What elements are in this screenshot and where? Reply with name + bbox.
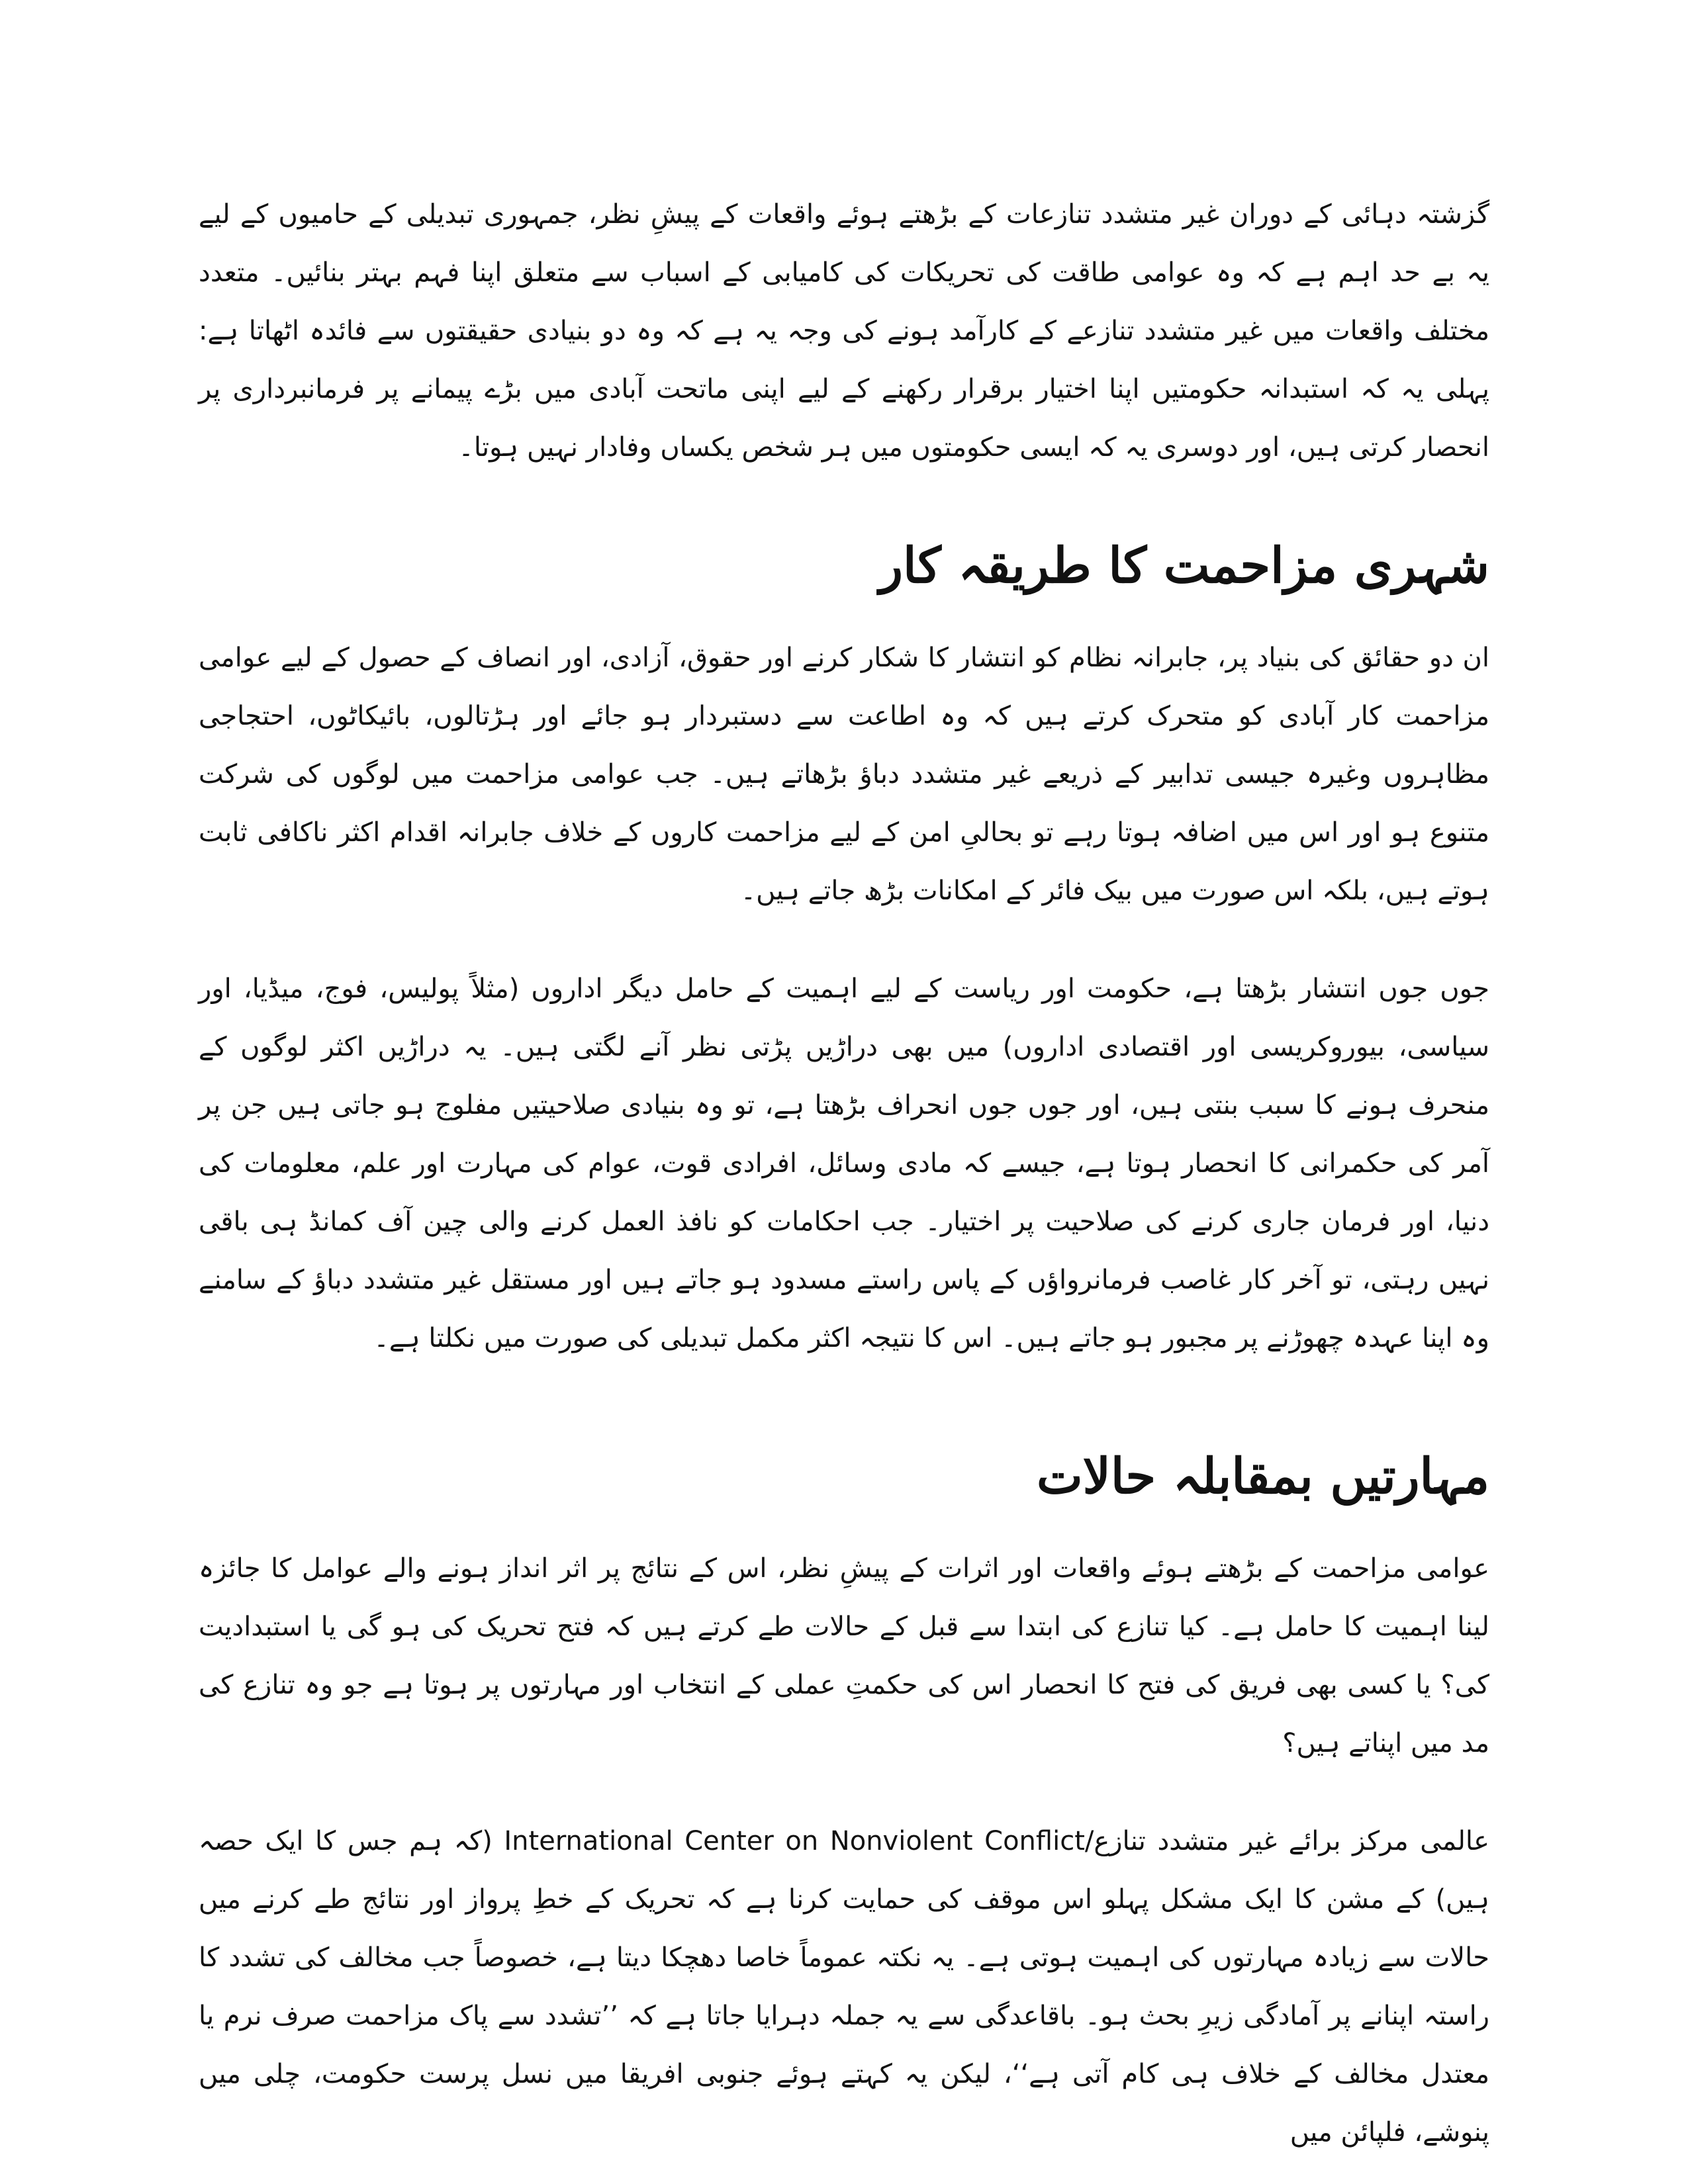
body-paragraph: عالمی مرکز برائے غیر متشدد تنازع/International Center on Nonviolent Conflict (کہ ہم جس کا ایک حصہ ہیں) کے مشن کا ایک مشکل پہلو اس موقف کی حمایت کرنا ہے کہ تحریک کے خطِ پرواز اور نتائج طے کرنے میں حالات سے زیادہ مہارتوں کی اہمیت ہوتی ہے۔ یہ نکتہ عموماً خاصا دھچکا دیتا ہے، خصوصاً جب مخالف کی تشدد کا راستہ اپنانے پر آمادگی زیرِ بحث ہو۔ باقاعدگی سے یہ جملہ دہرایا جاتا ہے کہ ’’تشدد سے پاک مزاحمت صرف نرم یا معتدل مخالف کے خلاف ہی کام آتی ہے‘‘، لیکن یہ کہتے ہوئے جنوبی افریقا میں نسل پرست حکومت، چلی میں پنوشے، فلپائن میں [199, 1826, 1489, 2148]
body-paragraph: ان دو حقائق کی بنیاد پر، جابرانہ نظام کو انتشار کا شکار کرنے اور حقوق، آزادی، اور انصاف کے حصول کے لیے عوامی مزاحمت کار آبادی کو متحرک کرتے ہیں کہ وہ اطاعت سے دستبردار ہو جائے اور ہڑتالوں، بائیکاٹوں، احتجاجی مظاہروں وغیرہ جیسی تدابیر کے ذریعے غیر متشدد دباؤ بڑھاتے ہیں۔ جب عوامی مزاحمت میں لوگوں کی شرکت متنوع ہو اور اس میں اضافہ ہوتا رہے تو بحالیِ امن کے لیے مزاحمت کاروں کے خلاف جابرانہ اقدام اکثر ناکافی ثابت ہوتے ہیں، بلکہ اس صورت میں بیک فائر کے امکانات بڑھ جاتے ہیں۔ [199, 643, 1489, 906]
section-heading-skills-vs-conditions: مہارتیں بمقابلہ حالات [1036, 1448, 1489, 1505]
body-paragraph: عوامی مزاحمت کے بڑھتے ہوئے واقعات اور اثرات کے پیشِ نظر، اس کے نتائج پر اثر انداز ہونے والے عوامل کا جائزہ لینا اہمیت کا حامل ہے۔ کیا تنازع کی ابتدا سے قبل کے حالات طے کرتے ہیں کہ فتح تحریک کی ہو گی یا استبدادیت کی؟ یا کسی بھی فریق کی فتح کا انحصار اس کی حکمتِ عملی کے انتخاب اور مہارتوں پر ہوتا ہے جو وہ تنازع کی مد میں اپناتے ہیں؟ [199, 1553, 1489, 1758]
body-paragraph: جوں جوں انتشار بڑھتا ہے، حکومت اور ریاست کے لیے اہمیت کے حامل دیگر اداروں (مثلاً پولیس، فوج، میڈیا، اور سیاسی، بیوروکریسی اور اقتصادی اداروں) میں بھی دراڑیں پڑتی نظر آنے لگتی ہیں۔ یہ دراڑیں اکثر لوگوں کے منحرف ہونے کا سبب بنتی ہیں، اور جوں جوں انحراف بڑھتا ہے، تو وہ بنیادی صلاحیتیں مفلوج ہو جاتی ہیں جن پر آمر کی حکمرانی کا انحصار ہوتا ہے، جیسے کہ مادی وسائل، افرادی قوت، عوام کی مہارت اور علم، معلومات کی دنیا، اور فرمان جاری کرنے کی صلاحیت پر اختیار۔ جب احکامات کو نافذ العمل کرنے والی چین آف کمانڈ ہی باقی نہیں رہتی، تو آخر کار غاصب فرمانرواؤں کے پاس راستے مسدود ہو جاتے ہیں اور مستقل غیر متشدد دباؤ کے سامنے وہ اپنا عہدہ چھوڑنے پر مجبور ہو جاتے ہیں۔ اس کا نتیجہ اکثر مکمل تبدیلی کی صورت میں نکلتا ہے۔ [199, 974, 1489, 1353]
section-heading-civil-resistance: شہری مزاحمت کا طریقہ کار [879, 537, 1489, 594]
document-page [199, 185, 1490, 2148]
intro-paragraph: گزشتہ دہائی کے دوران غیر متشدد تنازعات کے بڑھتے ہوئے واقعات کے پیشِ نظر، جمہوری تبدیلی کے حامیوں کے لیے یہ بے حد اہم ہے کہ وہ عوامی طاقت کی تحریکات کی کامیابی کے اسباب سے متعلق اپنا فہم بہتر بنائیں۔ متعدد مختلف واقعات میں غیر متشدد تنازعے کے کارآمد ہونے کی وجہ یہ ہے کہ وہ دو بنیادی حقیقتوں سے فائدہ اٹھاتا ہے: پہلی یہ کہ استبدانہ حکومتیں اپنا اختیار برقرار رکھنے کے لیے اپنی ماتحت آبادی میں بڑے پیمانے پر فرمانبرداری پر انحصار کرتی ہیں، اور دوسری یہ کہ ایسی حکومتوں میں ہر شخص یکساں وفادار نہیں ہوتا۔ [199, 199, 1490, 463]
